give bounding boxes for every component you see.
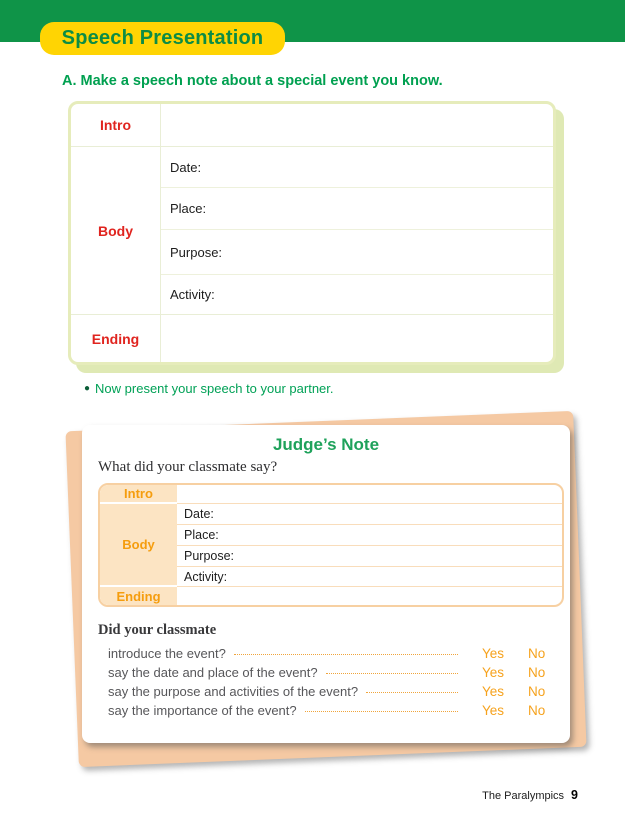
checklist-question: say the importance of the event? (108, 703, 297, 718)
intro-write-area[interactable] (161, 104, 553, 147)
purpose-row (161, 230, 553, 275)
judge-purpose-write-area[interactable] (234, 546, 562, 566)
dotted-leader (326, 672, 458, 674)
judge-activity-write-area[interactable] (227, 567, 562, 586)
activity-field-label: Activity: (170, 287, 215, 302)
checklist-row (108, 663, 548, 682)
no-option[interactable]: No (528, 684, 546, 699)
body-row-label: Body (71, 147, 161, 315)
purpose-field-label: Purpose: (170, 244, 223, 260)
judge-place-field-label: Place: (184, 528, 219, 542)
place-write-area[interactable] (206, 188, 553, 229)
date-row (161, 147, 553, 188)
judges-note-question: What did your classmate say? (98, 459, 278, 475)
activity-row (161, 275, 553, 315)
judge-ending-row-label: Ending (100, 587, 177, 605)
no-option[interactable]: No (528, 665, 546, 680)
date-write-area[interactable] (201, 147, 553, 187)
checklist-question: say the date and place of the event? (108, 665, 318, 680)
checklist-row (108, 644, 548, 663)
present-note (84, 381, 334, 396)
judge-date-row (177, 504, 562, 525)
checklist (108, 644, 548, 720)
purpose-write-area[interactable] (222, 230, 553, 274)
checklist-row (108, 682, 548, 701)
page-number: 9 (571, 788, 578, 802)
lesson-title: Speech Presentation (61, 27, 264, 49)
checklist-row (108, 701, 548, 720)
judge-place-write-area[interactable] (219, 525, 562, 545)
checklist-question: introduce the event? (108, 646, 226, 661)
speech-note-table (68, 101, 556, 365)
judge-place-row (177, 525, 562, 546)
dotted-leader (234, 653, 458, 655)
judge-ending-write-area[interactable] (177, 587, 562, 605)
judge-activity-row (177, 567, 562, 587)
judge-date-write-area[interactable] (214, 504, 562, 524)
judge-purpose-field-label: Purpose: (184, 549, 235, 563)
ending-write-area[interactable] (161, 315, 553, 362)
judges-note-card (82, 425, 570, 743)
section-a-heading: A. Make a speech note about a special event you know. (62, 73, 443, 89)
judge-intro-row-label: Intro (100, 485, 177, 504)
judges-note-table (98, 483, 564, 607)
yes-option[interactable]: Yes (482, 703, 505, 718)
activity-write-area[interactable] (215, 275, 553, 314)
judge-date-field-label: Date: (184, 507, 214, 521)
intro-row-label: Intro (71, 104, 161, 147)
yes-option[interactable]: Yes (482, 684, 505, 699)
dotted-leader (366, 691, 458, 693)
judge-activity-field-label: Activity: (184, 569, 228, 584)
unit-title: The Paralympics (482, 790, 565, 802)
checklist-question: say the purpose and activities of the event? (108, 684, 359, 699)
judges-note-title: Judge’s Note (272, 435, 380, 454)
lesson-title-badge (40, 22, 285, 55)
judge-purpose-row (177, 546, 562, 567)
place-row (161, 188, 553, 230)
ending-row-label: Ending (71, 315, 161, 362)
page-footer (482, 788, 578, 802)
yes-option[interactable]: Yes (482, 665, 505, 680)
judge-intro-write-area[interactable] (177, 485, 562, 504)
no-option[interactable]: No (528, 646, 546, 661)
judge-body-row-label: Body (100, 504, 177, 587)
yes-option[interactable]: Yes (482, 646, 505, 661)
bullet-icon: ● (84, 383, 91, 394)
place-field-label: Place: (170, 201, 207, 216)
date-field-label: Date: (170, 159, 202, 175)
present-note-text: Now present your speech to your partner. (95, 381, 334, 396)
checklist-heading: Did your classmate (98, 622, 217, 638)
dotted-leader (305, 710, 458, 712)
no-option[interactable]: No (528, 703, 546, 718)
